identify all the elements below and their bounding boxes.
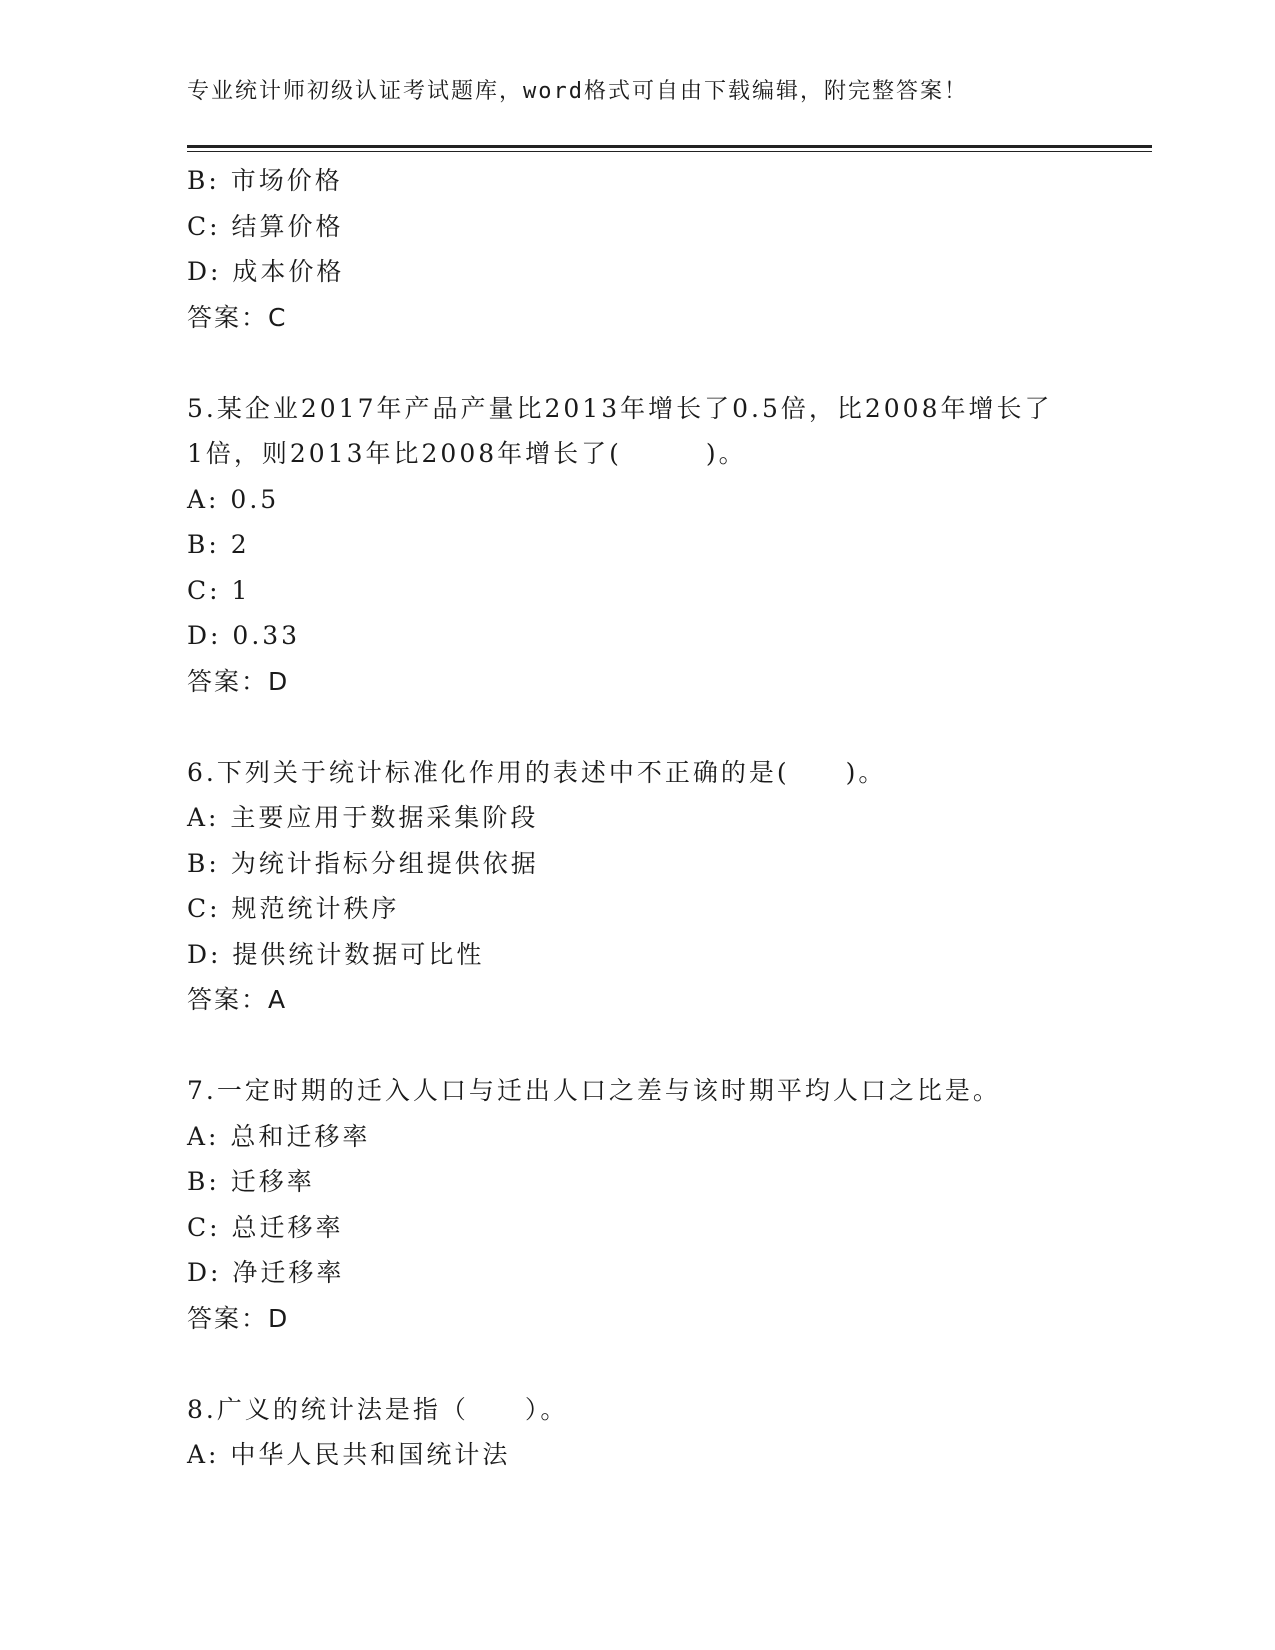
header-rule-thick [187,145,1152,148]
question-stem: 6.下列关于统计标准化作用的表述中不正确的是( )。 [187,757,887,787]
option-line: B: 为统计指标分组提供依据 [187,848,539,878]
option-line: D: 净迁移率 [187,1258,345,1287]
option-line: A: 0.5 [187,484,280,514]
header-rule-thin [187,151,1152,152]
option-line: A: 中华人民共和国统计法 [187,1440,511,1469]
option-line: D: 成本价格 [187,257,345,286]
option-line: A: 总和迁移率 [187,1121,371,1151]
page-header: 专业统计师初级认证考试题库，word格式可自由下载编辑，附完整答案！ [187,79,968,104]
question-stem: 8.广义的统计法是指（ ）。 [187,1394,569,1424]
question-stem: 7.一定时期的迁入人口与迁出人口之差与该时期平均人口之比是。 [187,1076,1001,1105]
option-line: D: 0.33 [187,621,301,650]
option-line: B: 迁移率 [187,1167,315,1196]
option-line: A: 主要应用于数据采集阶段 [187,803,539,832]
option-line: D: 提供统计数据可比性 [187,939,485,969]
answer-line: 答案：A [187,985,288,1014]
option-line: B: 市场价格 [187,166,343,195]
option-line: C: 总迁移率 [187,1212,344,1242]
answer-line: 答案：D [187,666,290,696]
answer-line: 答案：C [187,302,288,332]
question-stem: 1倍，则2013年比2008年增长了( )。 [187,439,747,468]
option-line: C: 规范统计秩序 [187,894,400,923]
answer-line: 答案：D [187,1303,290,1333]
option-line: C: 1 [187,575,251,605]
question-stem: 5.某企业2017年产品产量比2013年增长了0.5倍，比2008年增长了 [187,393,1053,423]
question-list [187,158,1137,1478]
option-line: B: 2 [187,530,250,559]
option-line: C: 结算价格 [187,211,344,241]
